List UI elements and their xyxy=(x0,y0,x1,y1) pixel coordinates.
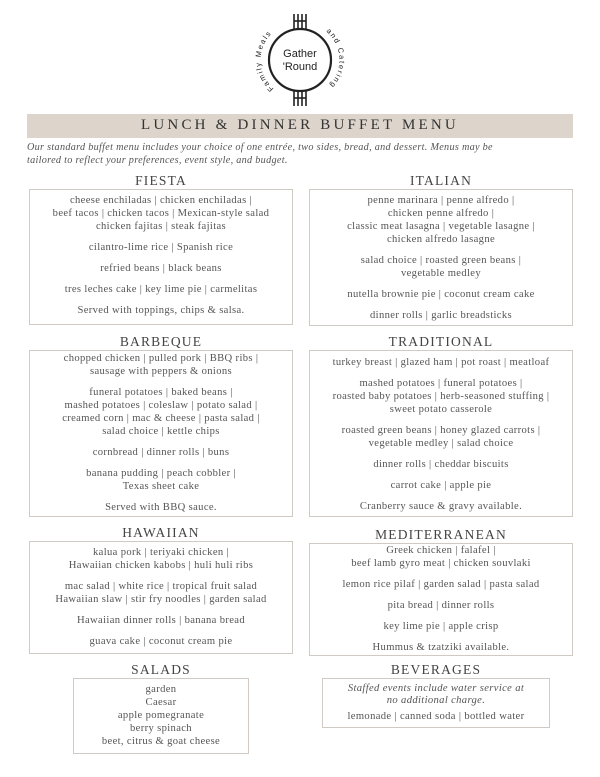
salads-title: SALADS xyxy=(131,662,191,677)
italian-box xyxy=(309,189,573,326)
traditional-title: TRADITIONAL xyxy=(388,334,494,349)
menu-line: carrot cake | apple pie xyxy=(390,480,492,491)
menu-line: Hawaiian dinner rolls | banana bread xyxy=(77,615,245,626)
menu-line: creamed corn | mac & cheese | pasta salad | xyxy=(62,413,260,424)
menu-line: tres leches cake | key lime pie | carmelitas xyxy=(64,284,258,295)
title-banner xyxy=(27,114,573,138)
menu-line: apple pomegranate xyxy=(117,710,205,721)
menu-line: Greek chicken | falafel | xyxy=(386,545,496,556)
menu-line: key lime pie | apple crisp xyxy=(383,621,499,632)
menu-line: guava cake | coconut cream pie xyxy=(89,636,233,647)
menu-line: salad choice | kettle chips xyxy=(102,426,220,437)
menu-line: Hawaiian slaw | stir fry noodles | garden salad xyxy=(55,594,267,605)
menu-line: lemonade | canned soda | bottled water xyxy=(347,711,525,722)
traditional-box xyxy=(309,350,573,517)
menu-line: sweet potato casserole xyxy=(389,404,493,415)
menu-line: Served with BBQ sauce. xyxy=(105,502,217,513)
svg-text:Family Meals xyxy=(254,28,276,93)
gather-round-logo-icon xyxy=(246,14,354,106)
menu-line: beef lamb gyro meat | chicken souvlaki xyxy=(351,558,531,569)
menu-line: garden xyxy=(145,684,177,695)
menu-line: chopped chicken | pulled pork | BBQ ribs | xyxy=(63,353,259,364)
menu-line: cheese enchiladas | chicken enchiladas | xyxy=(69,195,253,206)
menu-line: Texas sheet cake xyxy=(122,481,200,492)
intro-text xyxy=(27,142,567,167)
menu-line: vegetable medley | salad choice xyxy=(368,438,514,449)
mediterranean-box xyxy=(309,543,573,656)
menu-line: dinner rolls | garlic breadsticks xyxy=(370,310,512,321)
menu-line: mashed potatoes | funeral potatoes | xyxy=(359,378,523,389)
fiesta-box xyxy=(29,189,293,325)
menu-line: dinner rolls | cheddar biscuits xyxy=(373,459,509,470)
menu-line: Served with toppings, chips & salsa. xyxy=(77,305,245,316)
svg-text:and Catering xyxy=(325,26,347,90)
menu-line: penne marinara | penne alfredo | xyxy=(367,195,515,206)
menu-line: cornbread | dinner rolls | buns xyxy=(92,447,230,458)
menu-line: Staffed events include water service at xyxy=(347,683,525,694)
menu-line: beet, citrus & goat cheese xyxy=(101,736,221,747)
menu-line: chicken alfredo lasagne xyxy=(386,234,496,245)
menu-line: Caesar xyxy=(145,697,177,708)
logo-name-line1: Gather xyxy=(283,48,317,60)
menu-line: turkey breast | glazed ham | pot roast | meatloaf xyxy=(332,357,550,368)
beverages-title: BEVERAGES xyxy=(390,662,482,677)
menu-line: nutella brownie pie | coconut cream cake xyxy=(347,289,535,300)
menu-line: roasted baby potatoes | herb-seasoned stuffing | xyxy=(332,391,550,402)
menu-line: refried beans | black beans xyxy=(100,263,222,274)
italian-title: ITALIAN xyxy=(409,173,473,188)
menu-line: vegetable medley xyxy=(400,268,481,279)
menu-line: banana pudding | peach cobbler | xyxy=(86,468,236,479)
menu-line: pita bread | dinner rolls xyxy=(387,600,495,611)
menu-line: Hummus & tzatziki available. xyxy=(372,642,510,653)
page-title: LUNCH & DINNER BUFFET MENU xyxy=(141,117,459,133)
intro-line-1: Our standard buffet menu includes your choice of one entrée, two sides, bread, and dessert. Menus may be xyxy=(27,142,493,153)
menu-line: no additional charge. xyxy=(386,695,486,706)
fiesta-title: FIESTA xyxy=(135,173,187,188)
menu-line: mac salad | white rice | tropical fruit salad xyxy=(64,581,258,592)
logo-name-line2: 'Round xyxy=(282,61,318,73)
barbeque-box xyxy=(29,350,293,517)
menu-line: mashed potatoes | coleslaw | potato salad | xyxy=(64,400,258,411)
logo-arc-left: Family Meals xyxy=(253,28,276,94)
menu-line: berry spinach xyxy=(130,723,192,734)
mediterranean-title: MEDITERRANEAN xyxy=(375,527,507,542)
hawaiian-box xyxy=(29,541,293,654)
menu-line: salad choice | roasted green beans | xyxy=(360,255,522,266)
menu-line: cilantro-lime rice | Spanish rice xyxy=(88,242,234,253)
menu-line: beef tacos | chicken tacos | Mexican-style salad xyxy=(52,208,270,219)
menu-line: funeral potatoes | baked beans | xyxy=(89,387,233,398)
intro-line-2: tailored to reflect your preferences, event style, and budget. xyxy=(27,154,288,166)
salads-box xyxy=(73,678,249,754)
menu-line: chicken penne alfredo | xyxy=(387,208,495,219)
logo xyxy=(246,14,354,106)
menu-line: chicken fajitas | steak fajitas xyxy=(95,221,227,232)
menu-line: kalua pork | teriyaki chicken | xyxy=(93,547,229,558)
menu-line: roasted green beans | honey glazed carrots | xyxy=(341,425,541,436)
menu-line: sausage with peppers & onions xyxy=(90,366,232,377)
menu-line: classic meat lasagna | vegetable lasagne | xyxy=(347,221,535,232)
logo-arc-right: and Catering xyxy=(324,26,347,91)
hawaiian-title: HAWAIIAN xyxy=(122,525,200,540)
menu-line: Hawaiian chicken kabobs | huli huli ribs xyxy=(68,560,254,571)
menu-line: lemon rice pilaf | garden salad | pasta salad xyxy=(342,579,540,590)
menu-line: Cranberry sauce & gravy available. xyxy=(359,501,523,512)
beverages-box xyxy=(322,678,550,728)
barbeque-title: BARBEQUE xyxy=(119,334,203,349)
